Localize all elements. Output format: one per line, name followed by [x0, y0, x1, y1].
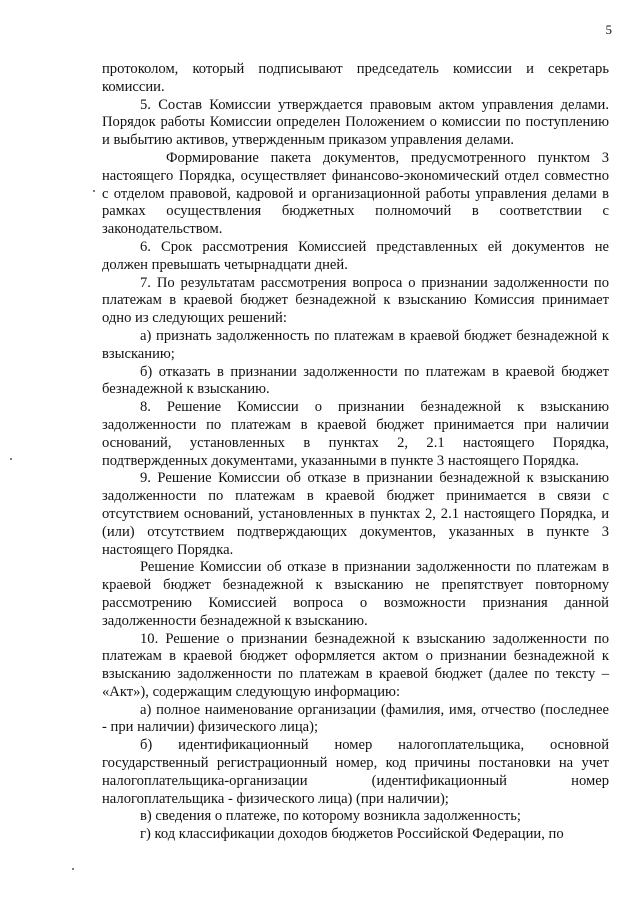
paragraph: 10. Решение о признании безнадежной к взысканию задолженности по платежам в краевой бюджет оформляется актом о признании безнадежной к взысканию задолженности по платежам в краевой бюджет (далее по тексту – «Акт»), содержащим следующую информацию:	[102, 630, 609, 700]
scan-speck	[72, 868, 74, 870]
paragraph: а) признать задолженность по платежам в краевой бюджет безнадежной к взысканию;	[102, 327, 609, 362]
paragraph: а) полное наименование организации (фамилия, имя, отчество (последнее - при наличии) физического лица);	[102, 701, 609, 736]
paragraph: б) отказать в признании задолженности по платежам в краевой бюджет безнадежной к взысканию.	[102, 363, 609, 398]
paragraph: протоколом, который подписывают председатель комиссии и секретарь комиссии.	[102, 61, 609, 95]
paragraph: Решение Комиссии об отказе в признании задолженности по платежам в краевой бюджет безнадежной к взысканию не препятствует повторному рассмотрению Комиссией вопроса о возможности признания данной задолженности безнадежной к взысканию.	[102, 559, 609, 629]
paragraph: 5. Состав Комиссии утверждается правовым актом управления делами. Порядок работы Комиссии определен Положением о комиссии по поступлению и выбытию активов, утвержденным приказом управления делами.	[102, 96, 609, 149]
document-body	[102, 61, 609, 844]
page-number: 5	[605, 22, 612, 37]
paragraph: 9. Решение Комиссии об отказе в признании безнадежной к взысканию задолженности по платежам в краевой бюджет принимается в связи с отсутствием оснований, установленных в пунктах 2, 2.1 настоящего Порядка, и (или) отсутствием подтверждающих документов, указанных в пункте 3 настоящего Порядка.	[102, 470, 609, 558]
paragraph: 7. По результатам рассмотрения вопроса о признании задолженности по платежам в краевой бюджет безнадежной к взысканию Комиссия принимает одно из следующих решений:	[102, 274, 609, 327]
paragraph: 6. Срок рассмотрения Комиссией представленных ей документов не должен превышать четырнадцати дней.	[102, 238, 609, 273]
paragraph: в) сведения о платеже, по которому возникла задолженность;	[140, 808, 521, 825]
paragraph: Формирование пакета документов, предусмотренного пунктом 3 настоящего Порядка, осуществляет финансово-экономический отдел совместно с отделом правовой, кадровой и организационной работы управления делами в рамках осуществления бюджетных полномочий в соответствии с законодательством.	[102, 149, 609, 238]
scan-speck	[10, 458, 12, 460]
paragraph: б) идентификационный номер налогоплательщика, основной государственный регистрационный номер, код причины постановки на учет налогоплательщика-организации (идентификационный номер налогоплательщика - физического лица) (при наличии);	[102, 737, 609, 807]
paragraph: 8. Решение Комиссии о признании безнадежной к взысканию задолженности по платежам в краевой бюджет принимается при наличии оснований, установленных в пунктах 2, 2.1 настоящего Порядка, подтвержденных документами, указанными в пункте 3 настоящего Порядка.	[102, 399, 609, 469]
paragraph: г) код классификации доходов бюджетов Российской Федерации, по	[140, 826, 564, 843]
scan-speck	[93, 190, 95, 192]
